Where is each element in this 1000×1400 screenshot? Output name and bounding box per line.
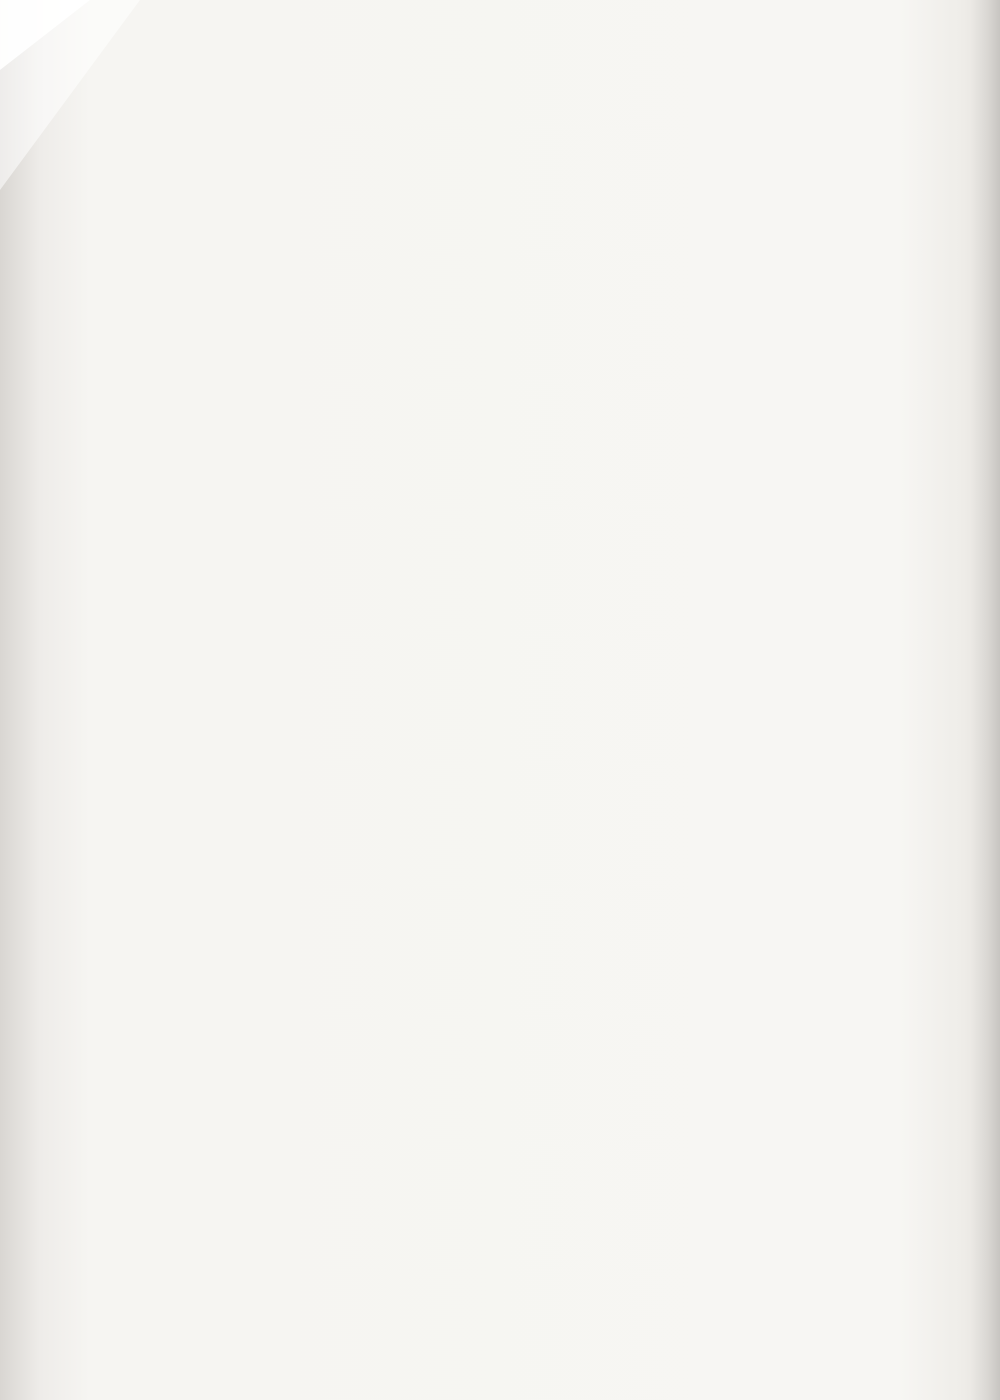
page-edge [970, 0, 1000, 1400]
document-body [77, 52, 952, 286]
page-fold [0, 0, 90, 70]
